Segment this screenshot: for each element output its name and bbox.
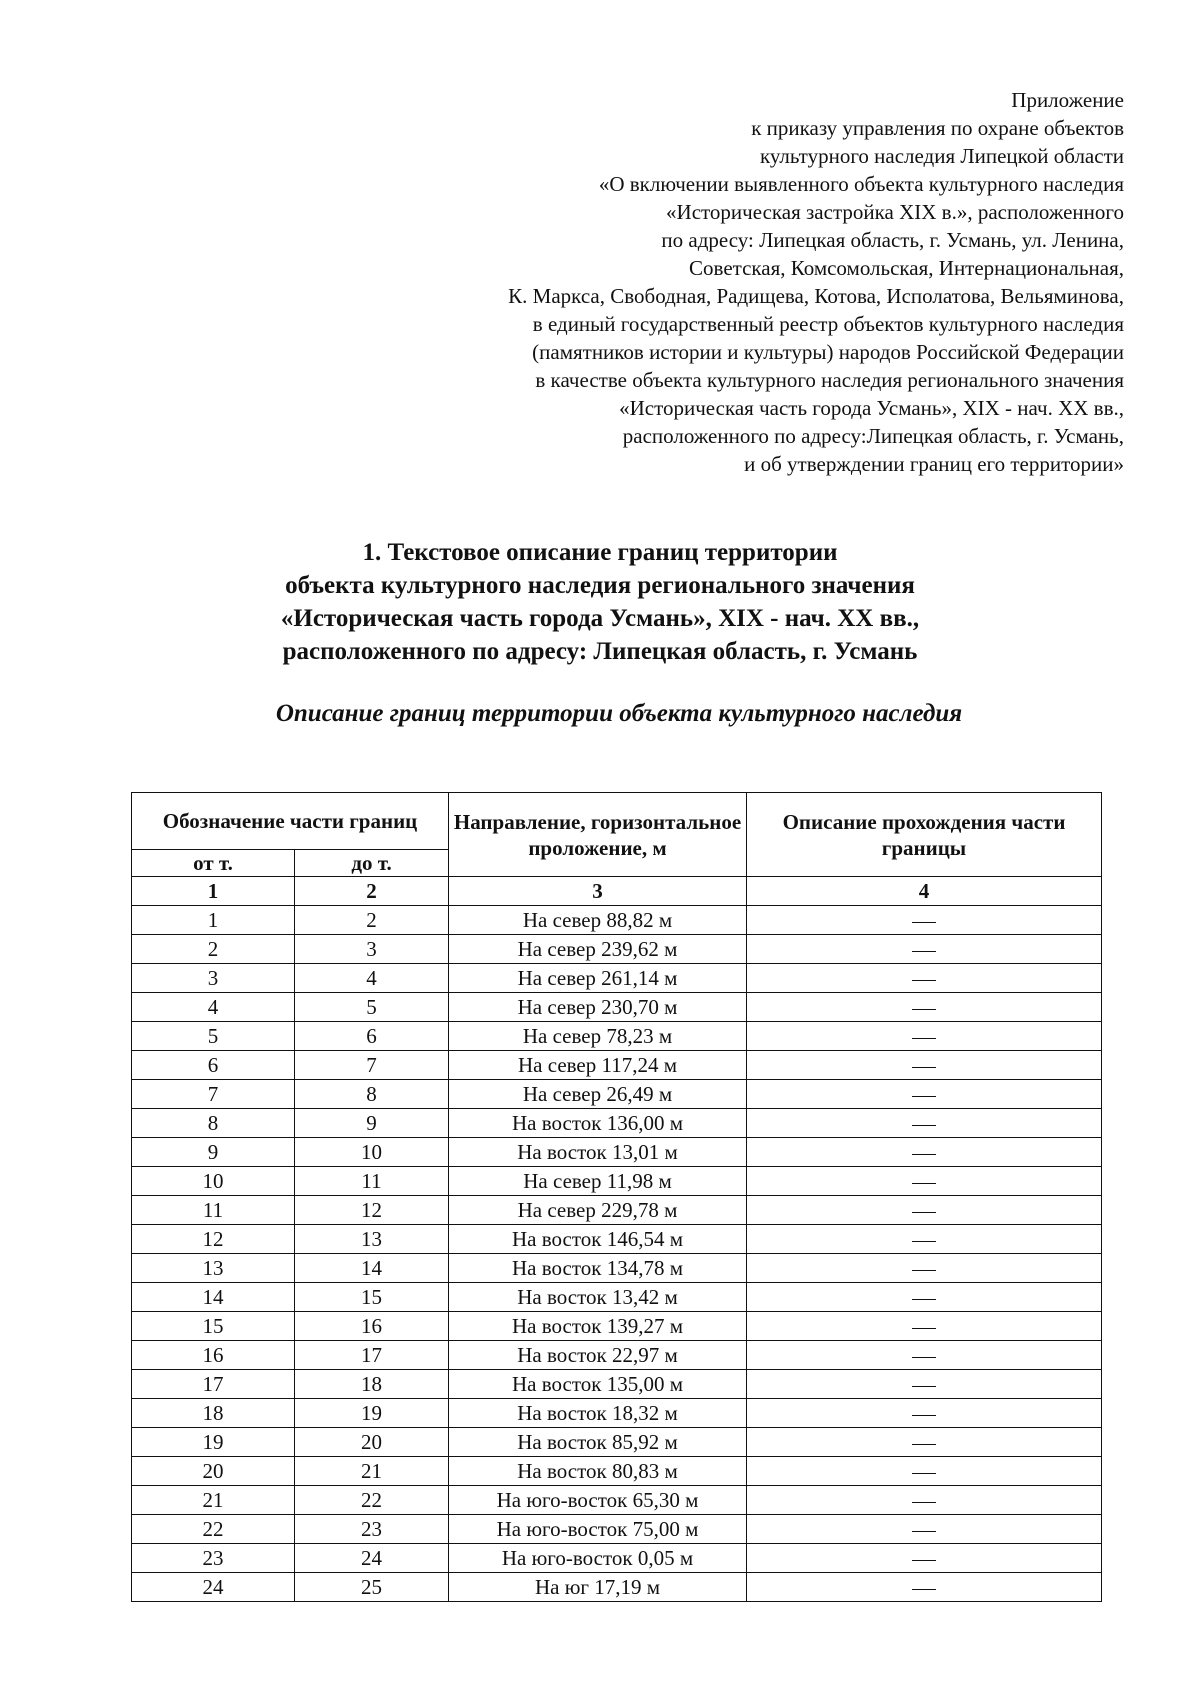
document-title (0, 536, 1200, 668)
dash-mark (912, 1299, 936, 1300)
cell-to: 22 (295, 1486, 449, 1515)
table-row (132, 993, 1102, 1022)
cell-from: 12 (132, 1225, 295, 1254)
cell-to: 23 (295, 1515, 449, 1544)
appendix-block (304, 86, 1124, 478)
appendix-line: «Историческая часть города Усмань», XIX - нач. XX вв., (619, 396, 1124, 420)
cell-to: 18 (295, 1370, 449, 1399)
cell-direction: На север 11,98 м (449, 1167, 747, 1196)
appendix-line: к приказу управления по охране объектов (751, 116, 1124, 140)
cell-description (747, 1283, 1102, 1312)
cell-description (747, 964, 1102, 993)
dash-mark (912, 1531, 936, 1532)
appendix-line: и об утверждении границ его территории» (744, 452, 1124, 476)
cell-description (747, 1254, 1102, 1283)
cell-direction: На север 88,82 м (449, 906, 747, 935)
appendix-line: Приложение (1011, 88, 1124, 112)
cell-from: 22 (132, 1515, 295, 1544)
table-row (132, 1370, 1102, 1399)
cell-description (747, 1167, 1102, 1196)
cell-to: 20 (295, 1428, 449, 1457)
cell-description (747, 1428, 1102, 1457)
table-body (132, 906, 1102, 1602)
title-line: расположенного по адресу: Липецкая область, г. Усмань (282, 638, 918, 665)
dash-mark (912, 1357, 936, 1358)
table-row (132, 1138, 1102, 1167)
header-from: от т. (132, 850, 295, 877)
cell-from: 6 (132, 1051, 295, 1080)
cell-to: 17 (295, 1341, 449, 1370)
cell-direction: На восток 22,97 м (449, 1341, 747, 1370)
dash-mark (912, 1502, 936, 1503)
cell-description (747, 1109, 1102, 1138)
dash-mark (912, 1560, 936, 1561)
table-row (132, 1486, 1102, 1515)
appendix-line: Советская, Комсомольская, Интернациональная, (689, 256, 1124, 280)
table-row (132, 1051, 1102, 1080)
cell-to: 3 (295, 935, 449, 964)
cell-direction: На юго-восток 75,00 м (449, 1515, 747, 1544)
cell-description (747, 1457, 1102, 1486)
dash-mark (912, 980, 936, 981)
column-number: 1 (132, 877, 295, 906)
cell-from: 7 (132, 1080, 295, 1109)
appendix-line: в качестве объекта культурного наследия регионального значения (535, 368, 1124, 392)
cell-description (747, 993, 1102, 1022)
column-number: 3 (449, 877, 747, 906)
appendix-line: (памятников истории и культуры) народов Российской Федерации (532, 340, 1124, 364)
cell-to: 4 (295, 964, 449, 993)
title-line: «Историческая часть города Усмань», XIX - нач. XX вв., (280, 605, 920, 632)
header-designation: Обозначение части границ (132, 793, 449, 850)
table-row (132, 1196, 1102, 1225)
cell-direction: На восток 134,78 м (449, 1254, 747, 1283)
cell-from: 14 (132, 1283, 295, 1312)
dash-mark (912, 1125, 936, 1126)
cell-from: 1 (132, 906, 295, 935)
cell-from: 9 (132, 1138, 295, 1167)
table-row (132, 1428, 1102, 1457)
cell-from: 19 (132, 1428, 295, 1457)
dash-mark (912, 1212, 936, 1213)
dash-mark (912, 1444, 936, 1445)
cell-description (747, 906, 1102, 935)
cell-direction: На север 261,14 м (449, 964, 747, 993)
table-row (132, 1457, 1102, 1486)
cell-from: 2 (132, 935, 295, 964)
cell-from: 15 (132, 1312, 295, 1341)
appendix-line: «Историческая застройка XIX в.», расположенного (666, 200, 1124, 224)
table-row (132, 1080, 1102, 1109)
cell-from: 13 (132, 1254, 295, 1283)
cell-from: 8 (132, 1109, 295, 1138)
cell-to: 10 (295, 1138, 449, 1167)
cell-to: 5 (295, 993, 449, 1022)
cell-direction: На восток 135,00 м (449, 1370, 747, 1399)
cell-to: 16 (295, 1312, 449, 1341)
cell-from: 4 (132, 993, 295, 1022)
cell-from: 11 (132, 1196, 295, 1225)
dash-mark (912, 1386, 936, 1387)
cell-description (747, 1080, 1102, 1109)
table-row (132, 1399, 1102, 1428)
dash-mark (912, 922, 936, 923)
table-row (132, 1515, 1102, 1544)
cell-direction: На восток 139,27 м (449, 1312, 747, 1341)
cell-from: 3 (132, 964, 295, 993)
header-description: Описание прохождения части границы (747, 793, 1102, 877)
cell-from: 18 (132, 1399, 295, 1428)
cell-description (747, 1051, 1102, 1080)
table-row (132, 1283, 1102, 1312)
appendix-line: в единый государственный реестр объектов культурного наследия (532, 312, 1124, 336)
column-number: 2 (295, 877, 449, 906)
cell-to: 15 (295, 1283, 449, 1312)
dash-mark (912, 1270, 936, 1271)
cell-description (747, 1370, 1102, 1399)
cell-to: 19 (295, 1399, 449, 1428)
table-row (132, 1341, 1102, 1370)
dash-mark (912, 1241, 936, 1242)
cell-direction: На север 230,70 м (449, 993, 747, 1022)
dash-mark (912, 1067, 936, 1068)
cell-direction: На восток 13,42 м (449, 1283, 747, 1312)
cell-description (747, 1022, 1102, 1051)
dash-mark (912, 951, 936, 952)
cell-from: 24 (132, 1573, 295, 1602)
cell-description (747, 1341, 1102, 1370)
column-number: 4 (747, 877, 1102, 906)
cell-description (747, 1225, 1102, 1254)
cell-direction: На восток 85,92 м (449, 1428, 747, 1457)
cell-from: 23 (132, 1544, 295, 1573)
table-row (132, 1312, 1102, 1341)
cell-to: 14 (295, 1254, 449, 1283)
cell-direction: На восток 136,00 м (449, 1109, 747, 1138)
dash-mark (912, 1415, 936, 1416)
cell-direction: На север 239,62 м (449, 935, 747, 964)
appendix-line: расположенного по адресу:Липецкая область, г. Усмань, (622, 424, 1124, 448)
dash-mark (912, 1473, 936, 1474)
cell-from: 10 (132, 1167, 295, 1196)
cell-to: 11 (295, 1167, 449, 1196)
cell-description (747, 1399, 1102, 1428)
cell-direction: На восток 13,01 м (449, 1138, 747, 1167)
table-row (132, 1225, 1102, 1254)
cell-to: 6 (295, 1022, 449, 1051)
cell-direction: На восток 80,83 м (449, 1457, 747, 1486)
section-subtitle: Описание границ территории объекта культурного наследия (275, 700, 963, 727)
cell-description (747, 1486, 1102, 1515)
cell-direction: На юго-восток 0,05 м (449, 1544, 747, 1573)
cell-description (747, 1515, 1102, 1544)
cell-description (747, 935, 1102, 964)
cell-to: 24 (295, 1544, 449, 1573)
cell-to: 2 (295, 906, 449, 935)
cell-direction: На север 229,78 м (449, 1196, 747, 1225)
table-row (132, 1573, 1102, 1602)
cell-from: 20 (132, 1457, 295, 1486)
dash-mark (912, 1154, 936, 1155)
cell-description (747, 1312, 1102, 1341)
dash-mark (912, 1183, 936, 1184)
cell-direction: На восток 18,32 м (449, 1399, 747, 1428)
header-to: до т. (295, 850, 449, 877)
appendix-line: по адресу: Липецкая область, г. Усмань, ул. Ленина, (661, 228, 1124, 252)
cell-direction: На юго-восток 65,30 м (449, 1486, 747, 1515)
appendix-line: «О включении выявленного объекта культурного наследия (598, 172, 1124, 196)
cell-to: 13 (295, 1225, 449, 1254)
cell-to: 7 (295, 1051, 449, 1080)
title-line: объекта культурного наследия регионального значения (285, 572, 915, 599)
table-row (132, 1254, 1102, 1283)
appendix-line: культурного наследия Липецкой области (759, 144, 1124, 168)
cell-to: 21 (295, 1457, 449, 1486)
cell-direction: На север 117,24 м (449, 1051, 747, 1080)
cell-description (747, 1196, 1102, 1225)
dash-mark (912, 1009, 936, 1010)
dash-mark (912, 1328, 936, 1329)
cell-direction: На восток 146,54 м (449, 1225, 747, 1254)
table-row (132, 935, 1102, 964)
table-row (132, 964, 1102, 993)
cell-to: 8 (295, 1080, 449, 1109)
header-direction: Направление, горизонтальное проложение, м (449, 793, 747, 877)
cell-direction: На север 78,23 м (449, 1022, 747, 1051)
dash-mark (912, 1038, 936, 1039)
table-row (132, 906, 1102, 935)
cell-from: 5 (132, 1022, 295, 1051)
cell-description (747, 1544, 1102, 1573)
table-row (132, 1544, 1102, 1573)
cell-to: 9 (295, 1109, 449, 1138)
table-row (132, 1167, 1102, 1196)
cell-from: 21 (132, 1486, 295, 1515)
cell-to: 25 (295, 1573, 449, 1602)
title-line: 1. Текстовое описание границ территории (362, 539, 838, 566)
appendix-line: К. Маркса, Свободная, Радищева, Котова, Исполатова, Вельяминова, (508, 284, 1124, 308)
dash-mark (912, 1589, 936, 1590)
cell-direction: На север 26,49 м (449, 1080, 747, 1109)
cell-from: 17 (132, 1370, 295, 1399)
dash-mark (912, 1096, 936, 1097)
cell-from: 16 (132, 1341, 295, 1370)
boundaries-table (131, 792, 1102, 1602)
cell-description (747, 1573, 1102, 1602)
cell-direction: На юг 17,19 м (449, 1573, 747, 1602)
table-row (132, 1022, 1102, 1051)
cell-description (747, 1138, 1102, 1167)
table-row (132, 1109, 1102, 1138)
cell-to: 12 (295, 1196, 449, 1225)
